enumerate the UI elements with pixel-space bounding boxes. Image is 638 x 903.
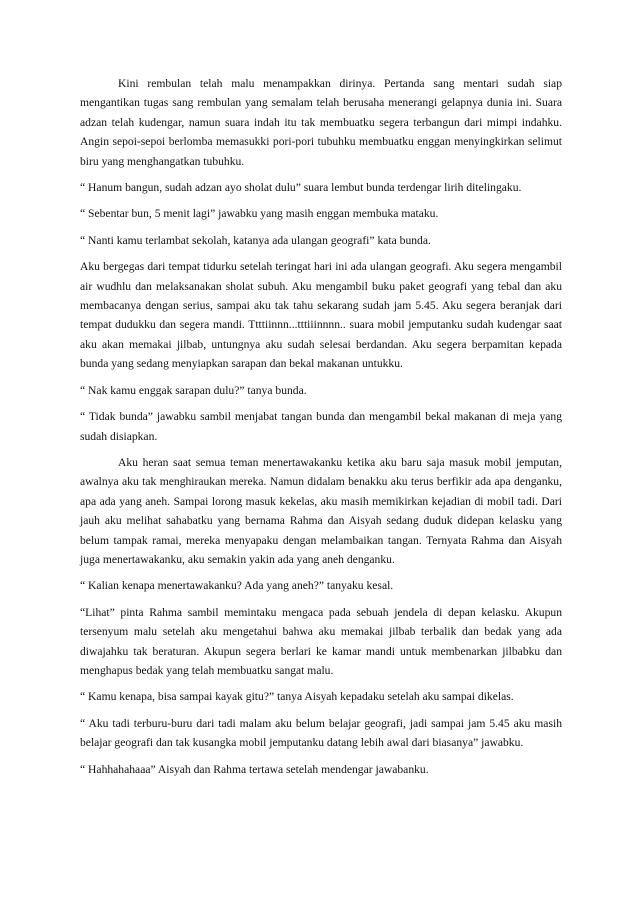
- paragraph-hanum-asks: “ Kalian kenapa menertawakanku? Ada yang aneh?” tanyaku kesal.: [80, 579, 394, 593]
- paragraph-aisyah-asks: “ Kamu kenapa, bisa sampai kayak gitu?” tanya Aisyah kepadaku setelah aku sampai dikelas.: [80, 690, 514, 704]
- paragraph-opening-narration: Kini rembulan telah malu menampakkan dirinya. Pertanda sang mentari sudah siap mengantikan tugas sang rembulan yang semalam telah berusaha menerangi gelapnya dunia ini. Suara adzan telah kudengar, namun suara indah itu tak membuatku segera terbangun dari mimpi indahku. Angin sepoi-sepoi berlomba memasukki pori-pori tubuhku membuatku enggan menyingkirkan selimut biru yang menghangatkan tubuhku.: [80, 77, 562, 168]
- paragraph-morning-routine: Aku bergegas dari tempat tidurku setelah teringat hari ini ada ulangan geografi. Aku segera mengambil air wudhlu dan melaksanakan sholat subuh. Aku mengambil buku paket geografi yang tebal dan aku membacanya dengan serius, sampai aku tak tahu sekarang sudah jam 5.45. Aku segera beranjak dari tempat dudukku dan segera mandi. Ttttiinnn...tttiiinnnn.. suara mobil jemputanku sudah kudengar saat aku akan memakai jilbab, untungnya aku sudah selesai berdandan. Aku segera berpamitan kepada bunda yang sedang menyiapkan sarapan dan bekal makanan untukku.: [80, 260, 562, 371]
- paragraph-hanum-reply: “ Sebentar bun, 5 menit lagi” jawabku yang masih enggan membuka mataku.: [80, 207, 439, 221]
- paragraph-hanum-declines: “ Tidak bunda” jawabku sambil menjabat tangan bunda dan mengambil bekal makanan di meja yang sudah disiapkan.: [80, 410, 562, 443]
- paragraph-friends-laugh-end: “ Hahhahahaaa” Aisyah dan Rahma tertawa setelah mendengar jawabanku.: [80, 762, 429, 776]
- paragraph-friends-laughing: Aku heran saat semua teman menertawakanku ketika aku baru saja masuk mobil jemputan, awalnya aku tak menghiraukan mereka. Namun didalam benakku aku terus berfikir ada apa denganku, apa ada yang aneh. Sampai lorong masuk kekelas, aku masih memikirkan kejadian di mobil tadi. Dari jauh aku melihat sahabatku yang bernama Rahma dan Aisyah sedang duduk didepan kelasku yang belum tampak ramai, mereka menyapaku dengan melambaikan tangan. Ternyata Rahma dan Aisyah juga menertawakanku, aku semakin yakin ada yang aneh denganku.: [80, 455, 562, 566]
- paragraph-hanum-explains: “ Aku tadi terburu-buru dari tadi malam aku belum belajar geografi, jadi sampai jam 5.45 aku masih belajar geografi dan tak kusangka mobil jemputanku datang lebih awal dari biasanya” jawabku.: [80, 716, 562, 750]
- paragraph-rahma-window: “Lihat” pinta Rahma sambil memintaku mengaca pada sebuah jendela di depan kelasku. Akupun tersenyum malu setelah aku mengetahui bahwa aku memakai jilbab terbalik dan bedak yang ada diwajahku tak beraturan. Akupun segera berlari ke kamar mandi untuk membenarkan jilbabku dan menghapus bedak yang telah membuatku sangat malu.: [80, 605, 562, 677]
- paragraph-bunda-breakfast-question: “ Nak kamu enggak sarapan dulu?” tanya bunda.: [80, 383, 307, 397]
- document-page: [80, 74, 562, 786]
- paragraph-bunda-wake-up: “ Hanum bangun, sudah adzan ayo sholat dulu” suara lembut bunda terdengar lirih ditelingaku.: [80, 181, 522, 195]
- paragraph-bunda-reminder: “ Nanti kamu terlambat sekolah, katanya ada ulangan geografi” kata bunda.: [80, 233, 431, 247]
